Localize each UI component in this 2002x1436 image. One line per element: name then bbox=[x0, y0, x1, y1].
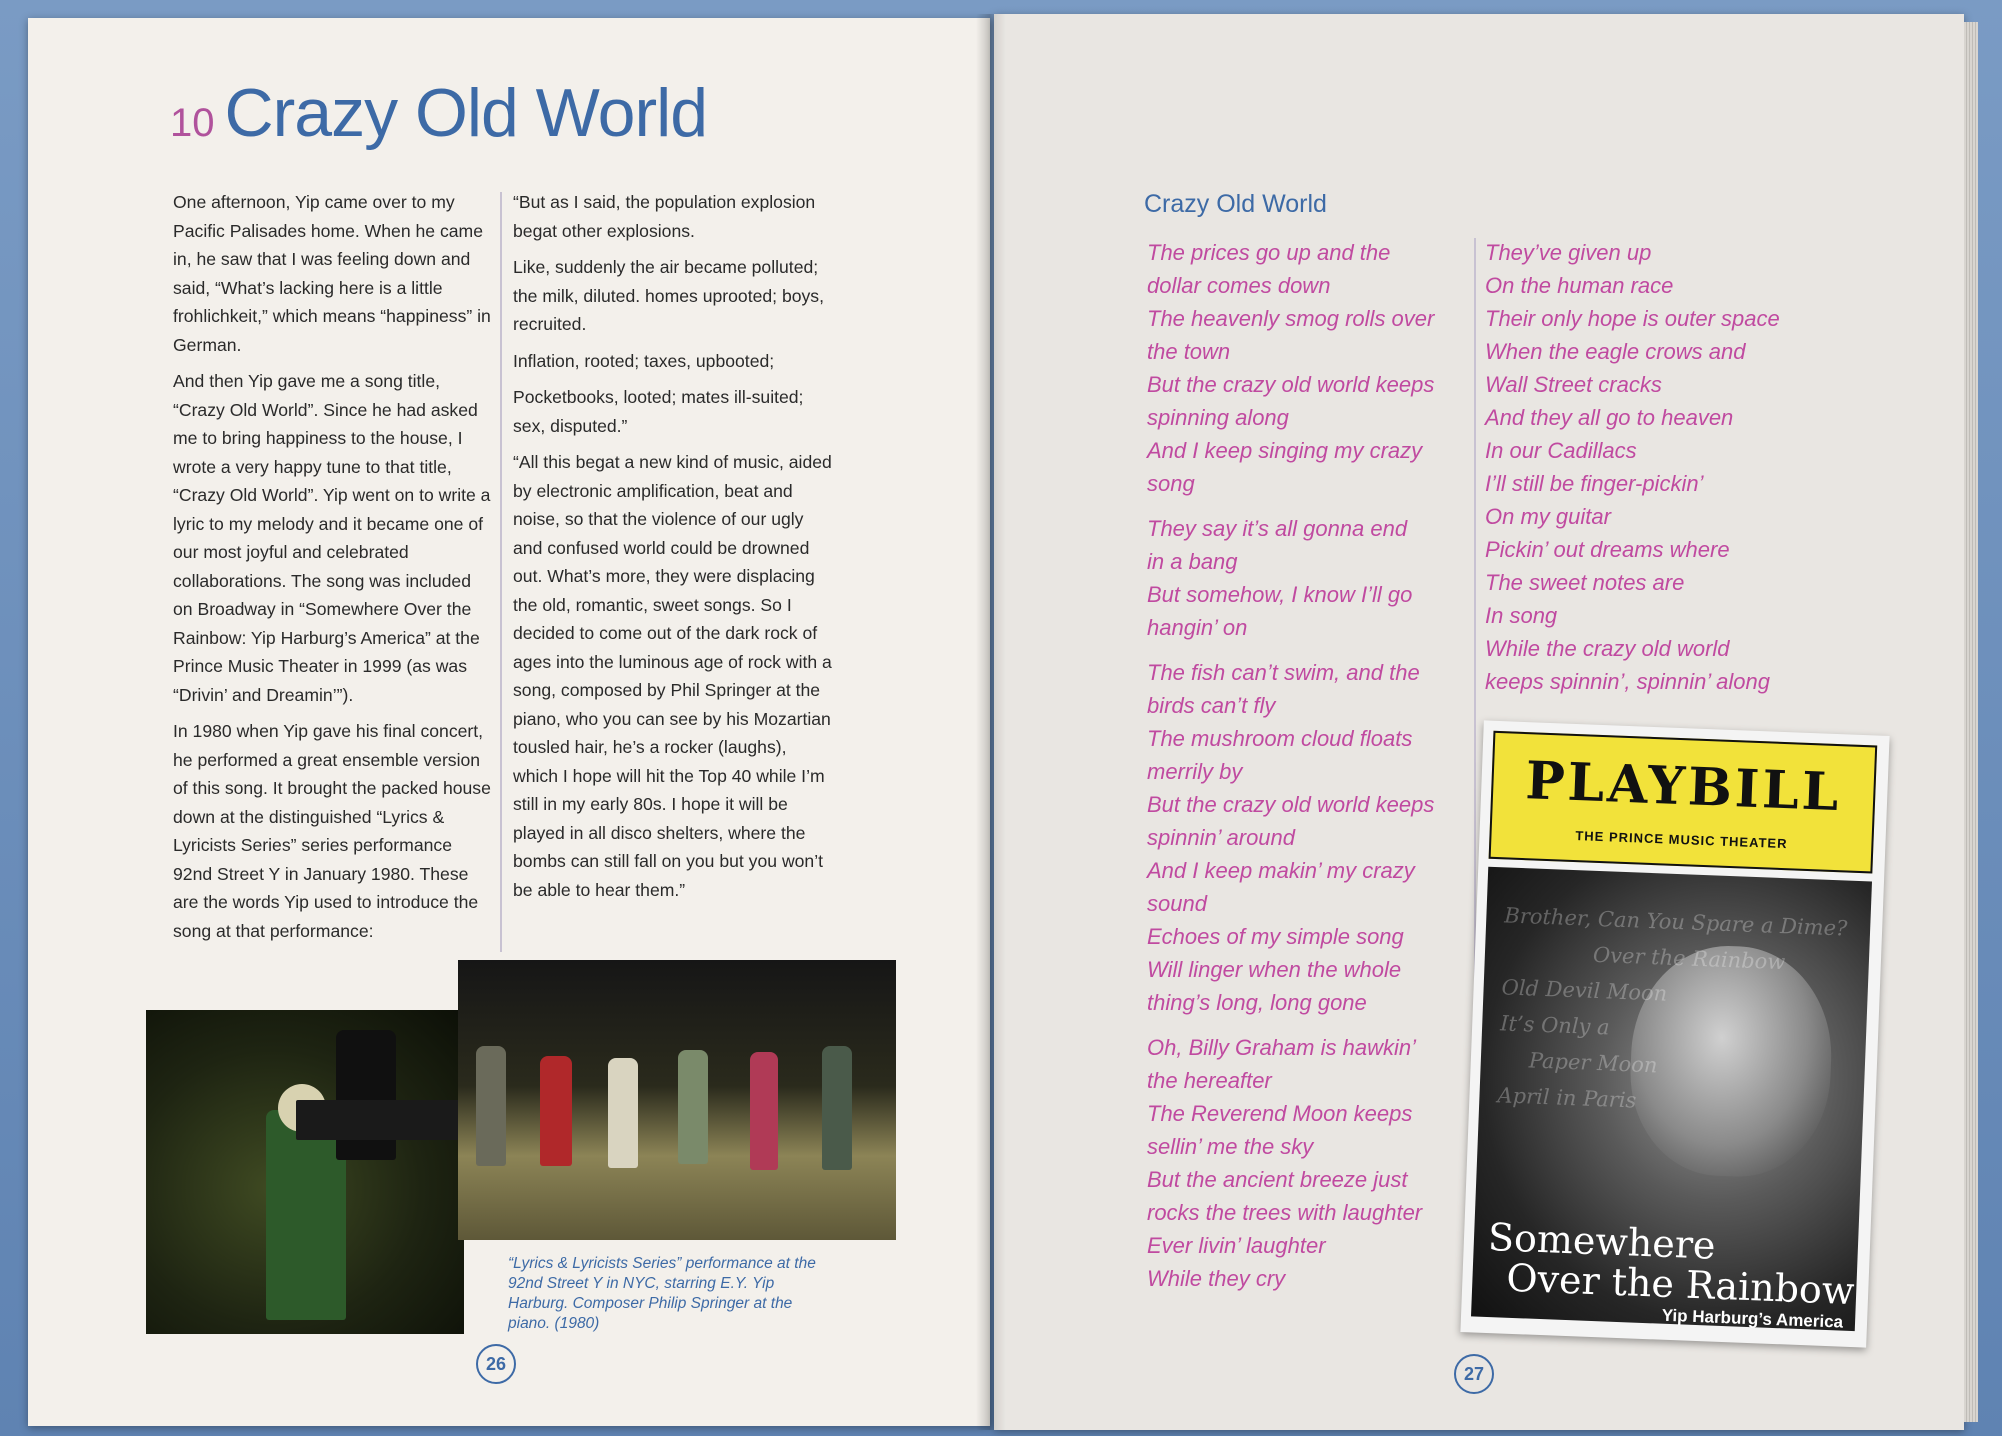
song-title: Old Devil Moon bbox=[1501, 975, 1668, 1006]
playbill-image bbox=[1460, 720, 1889, 1347]
ensemble-figure bbox=[678, 1050, 708, 1164]
chapter-number: 10 bbox=[170, 101, 215, 145]
lyrics-stanza bbox=[1147, 236, 1467, 500]
playbill-show-title bbox=[1486, 1214, 1859, 1314]
playbill-tagline: Yip Harburg’s America bbox=[1661, 1305, 1844, 1332]
photo-caption: “Lyrics & Lyricists Series” performance at the 92nd Street Y in NYC, starring E.Y. Yip Harburg. Composer Philip Springer at the piano. (1980) bbox=[508, 1255, 816, 1332]
lyric-line: The fish can’t swim, and the bbox=[1147, 660, 1420, 685]
paragraph: “All this begat a new kind of music, aided by electronic amplification, beat and noise, so that the violence of our ugly and confused world could be drowned out. What’s more, they were displacing the old, romantic, sweet songs. So I decided to come out of the dark rock of ages into the luminous age of rock with a song, composed by Phil Springer at the piano, who you can see by his Mozartian tousled hair, he’s a rocker (laughs), which I hope will hit the Top 40 while I’m still in my early 80s. I hope it will be played in all disco shelters, where the bombs can still fall on you but you won’t be able to hear them.” bbox=[513, 452, 832, 900]
lyrics-stanza bbox=[1147, 1031, 1467, 1295]
page-number-right: 27 bbox=[1454, 1354, 1494, 1394]
ensemble-figure bbox=[476, 1046, 506, 1166]
lyric-line: In song bbox=[1485, 603, 1558, 628]
paragraph: And then Yip gave me a song title, “Crazy Old World”. Since he had asked me to bring happiness to the house, I wrote a very happy tune to that title, “Crazy Old World”. Yip went on to write a lyric to my melody and it became one of our most joyful and celebrated collaborations. The song was included on Broadway in “Somewhere Over the Rainbow: Yip Harburg’s America” at the Prince Music Theater in 1999 (as was “Drivin’ and Dreamin’”). bbox=[173, 371, 491, 705]
playbill-portrait bbox=[1471, 867, 1872, 1331]
playbill-header bbox=[1489, 731, 1878, 874]
lyric-line: When the eagle crows and bbox=[1485, 339, 1746, 364]
lyric-line: spinnin’ around bbox=[1147, 825, 1296, 850]
lyric-line: Wall Street cracks bbox=[1485, 372, 1662, 397]
lyric-line: The heavenly smog rolls over bbox=[1147, 306, 1435, 331]
column-divider bbox=[500, 192, 502, 952]
lyric-line: I’ll still be finger-pickin’ bbox=[1485, 471, 1704, 496]
body-column-1 bbox=[173, 188, 493, 953]
song-title: Brother, Can You Spare a Dime? bbox=[1503, 903, 1848, 941]
paragraph: Inflation, rooted; taxes, upbooted; bbox=[513, 350, 775, 371]
paragraph: Pocketbooks, looted; mates ill-suited; sex, disputed.” bbox=[513, 387, 804, 436]
lyric-line: They say it’s all gonna end bbox=[1147, 516, 1408, 541]
performer-figure bbox=[266, 1110, 346, 1320]
playbill-logo: PLAYBILL bbox=[1524, 750, 1843, 824]
song-title: Paper Moon bbox=[1528, 1048, 1658, 1078]
lyric-line: thing’s long, long gone bbox=[1147, 990, 1367, 1015]
show-title-line: Somewhere bbox=[1487, 1214, 1717, 1268]
lyric-line: rocks the trees with laughter bbox=[1147, 1200, 1423, 1225]
lyric-line: keeps spinnin’, spinnin’ along bbox=[1485, 669, 1770, 694]
song-title: It’s Only a bbox=[1499, 1011, 1611, 1040]
lyric-line: The Reverend Moon keeps bbox=[1147, 1101, 1413, 1126]
show-title-line: Over the Rainbow bbox=[1505, 1255, 1856, 1314]
lyric-line: While they cry bbox=[1147, 1266, 1286, 1291]
lyrics-stanza bbox=[1147, 656, 1467, 1019]
lyrics-column-2 bbox=[1485, 236, 1815, 698]
lyric-line: spinning along bbox=[1147, 405, 1289, 430]
lyric-line: But the ancient breeze just bbox=[1147, 1167, 1408, 1192]
lyric-line: song bbox=[1147, 471, 1195, 496]
lyric-line: Pickin’ out dreams where bbox=[1485, 537, 1730, 562]
lyric-line: They’ve given up bbox=[1485, 240, 1652, 265]
lyric-line: sound bbox=[1147, 891, 1207, 916]
lyric-line: On my guitar bbox=[1485, 504, 1611, 529]
concert-photo-yip bbox=[146, 1010, 464, 1334]
lyrics-title: Crazy Old World bbox=[1144, 190, 1327, 218]
chapter-title: Crazy Old World bbox=[224, 75, 708, 151]
lyric-line: And they all go to heaven bbox=[1485, 405, 1734, 430]
piano-shape bbox=[296, 1100, 464, 1140]
lyric-line: merrily by bbox=[1147, 759, 1243, 784]
lyric-line: But the crazy old world keeps bbox=[1147, 372, 1435, 397]
lyric-line: Ever livin’ laughter bbox=[1147, 1233, 1326, 1258]
ensemble-figure bbox=[822, 1046, 852, 1170]
lyric-line: hangin’ on bbox=[1147, 615, 1248, 640]
body-column-2 bbox=[513, 188, 833, 912]
lyric-line: And I keep makin’ my crazy bbox=[1147, 858, 1415, 883]
song-title: April in Paris bbox=[1497, 1083, 1637, 1113]
lyric-line: dollar comes down bbox=[1147, 273, 1331, 298]
lyric-line: the hereafter bbox=[1147, 1068, 1272, 1093]
lyric-line: Their only hope is outer space bbox=[1485, 306, 1780, 331]
playbill-theater: THE PRINCE MUSIC THEATER bbox=[1575, 828, 1788, 852]
concert-photo-ensemble bbox=[458, 960, 896, 1240]
book-gutter bbox=[976, 14, 1006, 1430]
lyrics-stanza bbox=[1147, 512, 1467, 644]
paragraph: Like, suddenly the air became polluted; the milk, diluted. homes uprooted; boys, recruited. bbox=[513, 257, 824, 334]
lyric-line: But the crazy old world keeps bbox=[1147, 792, 1435, 817]
lyric-line: the town bbox=[1147, 339, 1231, 364]
ensemble-figure bbox=[608, 1058, 638, 1168]
paragraph: In 1980 when Yip gave his final concert, he performed a great ensemble version of this song. It brought the packed house down at the distinguished “Lyrics & Lyricists Series” series performance 92nd Street Y in January 1980. These are the words Yip used to introduce the song at that performance: bbox=[173, 721, 491, 941]
lyrics-column-1 bbox=[1147, 236, 1467, 1307]
paragraph: One afternoon, Yip came over to my Pacific Palisades home. When he came in, he saw that I was feeling down and said, “What’s lacking here is a little frohlichkeit,” which means “happiness” in German. bbox=[173, 192, 491, 355]
pianist-figure bbox=[336, 1030, 396, 1160]
lyric-line: birds can’t fly bbox=[1147, 693, 1276, 718]
playbill-song-titles bbox=[1497, 897, 1848, 1126]
lyric-line: Echoes of my simple song bbox=[1147, 924, 1404, 949]
paragraph: “But as I said, the population explosion begat other explosions. bbox=[513, 192, 816, 241]
page-number-left: 26 bbox=[476, 1344, 516, 1384]
ensemble-figure bbox=[750, 1052, 778, 1170]
lyric-line: The sweet notes are bbox=[1485, 570, 1685, 595]
lyric-line: The mushroom cloud floats bbox=[1147, 726, 1413, 751]
lyric-line: In our Cadillacs bbox=[1485, 438, 1637, 463]
ensemble-figure bbox=[540, 1056, 572, 1166]
lyric-line: Oh, Billy Graham is hawkin’ bbox=[1147, 1035, 1416, 1060]
lyric-line: Will linger when the whole bbox=[1147, 957, 1402, 982]
lyric-line: While the crazy old world bbox=[1485, 636, 1730, 661]
song-title: Over the Rainbow bbox=[1592, 942, 1786, 975]
lyric-line: And I keep singing my crazy bbox=[1147, 438, 1423, 463]
lyric-line: The prices go up and the bbox=[1147, 240, 1391, 265]
lyric-line: But somehow, I know I’ll go bbox=[1147, 582, 1413, 607]
lyric-line: in a bang bbox=[1147, 549, 1238, 574]
lyric-line: On the human race bbox=[1485, 273, 1674, 298]
chapter-heading bbox=[170, 74, 707, 152]
lyric-line: sellin’ me the sky bbox=[1147, 1134, 1314, 1159]
page-edges bbox=[1964, 22, 1978, 1422]
